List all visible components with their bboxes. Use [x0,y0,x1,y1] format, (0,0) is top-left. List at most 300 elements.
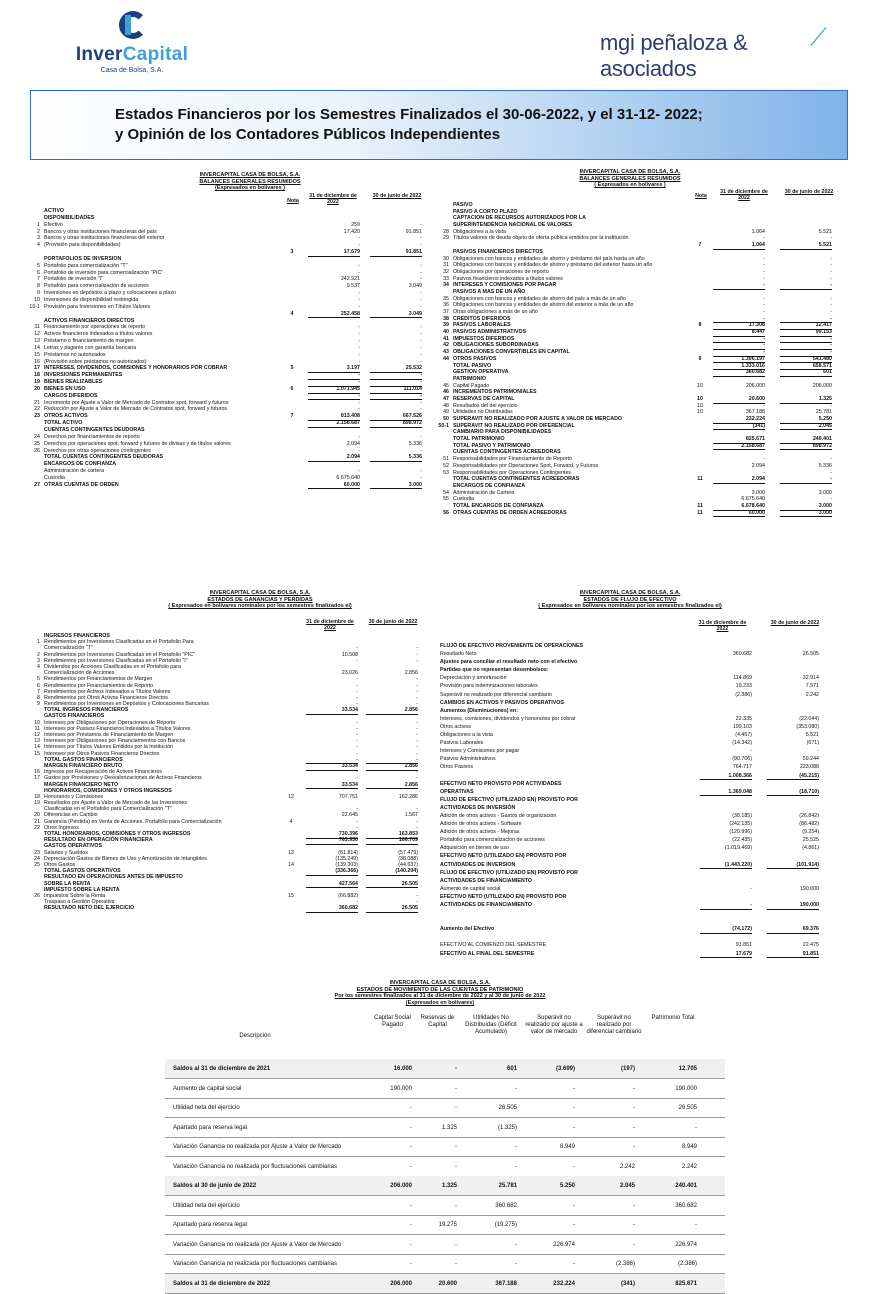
row-number: 38 [443,315,449,322]
row-number: 37 [443,309,449,315]
row-value-dec: - [356,725,358,732]
col-jun: 30 de junio de 2022 [770,620,820,626]
row-note: 6 [290,385,294,392]
row-note: 15 [288,892,294,899]
row-value-jun: - [420,296,422,303]
row-number: 17 [34,775,40,782]
row-label: ACTIVIDADES DE FINANCIAMIENTO [440,877,533,884]
row-value: 8.949 [681,1144,697,1150]
row-value-dec: (61.814) [338,849,358,856]
row-label: Adición de otros activos - Gastos de organización [440,812,557,819]
row-label: Derechos por otras operaciones contingentes [44,447,151,454]
statement-row [422,951,832,959]
row-description: Saldos al 31 de diciembre de 2021 [173,1066,271,1072]
row-value: - [633,1202,635,1209]
row-label: Administración de Cartera [453,489,515,496]
row-label: Portafolio para comercialización de acciones [440,837,545,844]
statement-row [435,209,840,216]
row-number: 40 [443,329,449,336]
row-value-jun: - [416,719,418,726]
row-label: Resultados del del ejercicio [453,402,518,409]
row-value-dec: 114.869 [733,675,752,682]
row-number: 34 [443,282,449,289]
row-label: Aumento del Efectivo [440,926,495,933]
statement-row [422,740,832,748]
row-value: 240.401 [675,1183,697,1189]
row-number: 36 [443,302,449,309]
row-label: INCREMENTOS PATRIMONIALES [453,389,537,396]
row-number: 4 [37,663,40,670]
row-value-dec: 60.000 [713,510,765,518]
banner-line-1: Estados Financieros por los Semestres Finalizados el 30-06-2022, y el 31-12- 2022; [115,106,703,123]
row-label: PASIVOS FINANCIEROS DIRECTOS [453,248,543,255]
row-value-jun: - [830,302,832,309]
row-number: 5 [37,676,40,683]
row-label: PASIVOS A MAS DE UN AÑO [453,288,526,295]
row-value: - [455,1085,457,1092]
row-value-dec: (1.019.469) [724,845,752,852]
title-line: ( Expresados en bolívares ) [594,182,666,189]
row-label: Administración de cartera [44,468,105,475]
row-value-dec: 427.564 [306,881,358,889]
row-note: 12 [288,793,294,800]
row-value-dec: 825.671 [713,436,765,444]
statement-row [422,902,832,910]
row-value-dec: (135.249) [335,855,358,862]
statement-row [435,476,840,483]
row-value: 2.242 [681,1163,697,1170]
row-value-dec: - [356,694,358,701]
row-label: CUENTAS CONTINGENTES DEUDORAS [44,427,145,433]
row-value-jun: - [420,474,422,481]
row-value-dec: - [763,469,765,476]
row-label: RESERVAS DE CAPITAL [453,395,515,402]
row-value-jun: - [416,818,418,825]
statement-row [422,918,832,926]
row-label: Ingresos por Recuperación de Activos Financieros [44,769,163,776]
row-label: Comercialización "T" [44,645,93,652]
statement-row [435,296,840,303]
statement-row [435,256,840,263]
row-value: - [410,1222,412,1228]
row-value: - [633,1144,635,1150]
row-number: 48 [443,402,449,409]
row-value-jun: (86.482) [799,821,819,828]
statement-row [422,659,832,667]
row-number: 15 [34,750,40,757]
row-value-dec: - [358,406,360,413]
statement-row [435,416,840,423]
row-value-dec: 6.675.640 [336,474,360,481]
statement-row [435,389,840,396]
row-value-dec: - [356,806,358,813]
row-note: 5 [290,365,294,372]
row-value-jun: 190.000 [767,902,819,910]
row-value-dec: 2.094 [346,440,360,447]
statement-row [26,420,426,427]
row-label: Préstamos no autorizados [44,351,106,358]
row-value-dec: 10.508 [341,651,358,658]
title-line: INVERCAPITAL CASA DE BOLSA, S.A. [579,169,681,175]
row-value: 2.242 [619,1163,635,1170]
statement-row [435,322,840,329]
row-value-dec: 9.537 [346,283,360,290]
row-label: Gastos por Provisiones y Desvalorizaciones de Activos Financieros [44,775,202,782]
row-value-jun: (671) [806,740,819,747]
row-label: ENCARGOS DE CONFIANZA [453,482,526,489]
invercapital-logo [62,10,202,78]
row-label: PATRIMONIO [453,375,487,382]
statement-row [435,242,840,249]
row-description: Apartado para reserva legal [173,1124,248,1131]
row-value-jun: 26.505 [366,881,418,889]
row-value-jun: - [830,255,832,262]
row-label: Rendimientos por Inversiones en Depósitos y Colocaciones Bancarias [44,701,209,708]
row-label: PASIVOS ADMINISTRATIVOS [453,329,527,336]
row-note: 14 [288,861,294,868]
row-value: 190.000 [675,1085,697,1092]
row-value: 360.682 [675,1202,697,1209]
row-label: Intereses por Otros Pasivos Financieros Directos [44,750,160,757]
row-value-jun: 111.014 [370,386,422,394]
row-value-dec: 199.103 [732,723,752,730]
row-number: 35 [443,295,449,302]
statement-row [26,345,426,352]
row-number: 46 [443,389,449,396]
row-value-jun: 91.851 [405,228,422,235]
row-label: Intereses y Comisiones por pagar [440,748,520,755]
title-line: ( Expresados en bolívares nominales por los semestres finalizados el) [168,603,352,610]
statement-row [435,369,840,376]
statement-row [26,290,426,297]
row-value-jun: 12.417 [780,322,832,330]
row-value-dec: - [358,324,360,331]
row-value-dec: - [713,342,765,350]
row-number: 53 [443,469,449,476]
statement-row [435,222,840,229]
row-number: 18 [34,372,40,379]
row-value-dec: 22.645 [341,812,358,819]
row-label: Intereses por Títulos Valores Emitidos por la Institución [44,744,174,751]
row-value-jun: - [420,344,422,351]
row-value-jun: (45.215) [767,773,819,781]
row-value-dec: - [358,344,360,351]
row-description: Variación Ganancia no realizada por Ajuste a Valor de Mercado [173,1144,342,1150]
statement-row [422,805,832,813]
column-header: Patrimonio Total [651,1015,695,1021]
row-value-dec: 23.026 [341,670,358,677]
row-label: ENCARGOS DE CONFIANZA [44,461,117,468]
statement-row [435,262,840,269]
row-label: ACTIVOS FINANCIEROS DIRECTOS [44,317,135,324]
row-value: 226.974 [675,1241,697,1248]
row-value-dec: 252.458 [308,311,360,319]
statement-row [435,423,840,430]
row-label: EFECTIVO NETO (UTILIZADO EN) PROVISTO POR [440,853,567,860]
row-value-dec: - [358,351,360,358]
row-label: GASTOS FINANCIEROS [44,713,105,720]
row-label: INTERESES, DIVIDENDOS, COMISIONES Y HONORARIOS POR COBRAR [44,365,228,372]
row-value-jun: 601 [780,369,832,377]
row-value: 226.974 [553,1241,575,1248]
row-value-dec: 764.717 [732,764,752,771]
row-label: Obligaciones por operaciones de reporto [453,268,549,275]
row-value: 2.045 [619,1183,635,1189]
row-number: 16 [34,769,40,776]
col-dec: 31 de diciembre de 2022 [309,193,357,205]
title-line: ESTADOS DE FLUJO DE EFECTIVO [583,596,677,603]
row-value-jun: 22.475 [802,942,819,949]
row-value-dec: 1.008.366 [700,773,752,781]
row-value: 190.000 [390,1085,412,1092]
equity-row [165,1215,725,1235]
row-value-dec: 22.335 [735,715,752,722]
statement-row [26,461,426,468]
column-header: Descripción [239,1033,271,1039]
row-number: 13 [34,338,40,345]
row-value: 367.188 [495,1280,517,1287]
row-label: Pasivos financieros indexados a títulos valores [453,275,563,282]
row-number: 26 [34,892,40,899]
row-label: EFECTIVO AL FINAL DEL SEMESTRE [440,950,535,957]
row-value-dec: - [358,303,360,310]
row-value: - [573,1163,575,1170]
row-value-jun: 163.853 [366,831,418,839]
row-label: TOTAL PASIVO [453,362,492,369]
statement-row [26,441,426,448]
row-value: 20.600 [438,1280,457,1287]
row-label: Efectivo [44,221,63,228]
row-value-jun: 162.286 [398,793,418,800]
row-note: 10 [697,395,703,402]
row-label: RESULTADO NETO DEL EJERCICIO [44,905,135,912]
statement-row [422,716,832,724]
row-value-jun: - [416,899,418,906]
row-note: 11 [697,502,703,509]
statement-row [422,773,832,781]
row-value-dec: 17.420 [343,228,360,235]
row-number: 6 [37,269,40,276]
row-number: 3 [37,657,40,664]
row-value-dec: - [308,393,360,401]
row-value-jun: - [817,748,819,755]
statement-row [26,331,426,338]
row-value-jun: (38.088) [398,855,418,862]
logo-name-b: Capital [122,44,189,65]
row-value-jun: - [420,235,422,242]
row-value-jun: 3.000 [780,503,832,511]
row-value: (341) [620,1280,635,1287]
row-label: Inversiones de disponibilidad restringida [44,296,139,303]
row-value-jun: - [830,402,832,409]
row-number: 50-1 [438,422,449,429]
row-label: OTRAS CUENTAS DE ORDEN [44,481,119,488]
row-value: (3.699) [555,1066,575,1072]
column-header: Superávit no realizado por diferencial cambiario [586,1015,642,1035]
row-value: 25.781 [498,1183,517,1189]
row-value-dec: 1.064 [713,242,765,250]
row-value: (2.386) [677,1261,697,1267]
row-value-dec: - [763,235,765,242]
row-number: 24 [34,855,40,862]
row-value-dec: - [713,349,765,357]
statement-row [422,837,832,845]
row-label: SUPERAVIT NO REALIZADO POR AJUSTE A VALOR DE MERCADO [453,416,623,422]
row-value-jun: - [780,316,832,324]
row-value-jun: 59.244 [802,756,819,763]
row-label: PASIVO A CORTO PLAZO [453,208,518,215]
row-value-jun: - [420,269,422,276]
row-value: - [515,1261,517,1267]
row-label: OBLIGACIONES CONVERTIBLES EN CAPITAL [453,349,570,356]
row-value-jun: - [830,262,832,269]
statement-row [26,256,426,263]
row-label: TOTAL GASTOS FINANCIEROS [44,756,123,763]
row-number: 50 [443,416,449,422]
statement-row [435,396,840,403]
row-value-jun: 5.521 [780,242,832,250]
row-value-dec: (74.172) [700,926,752,934]
row-label: Portafolio de inversión "I" [44,276,104,283]
col-jun: 30 de junio de 2022 [784,189,834,195]
row-value-dec: 2.158.687 [713,443,765,451]
row-value-dec: - [358,358,360,365]
row-number: 23 [34,413,40,420]
row-value-dec: - [356,688,358,695]
statement-row [435,470,840,477]
row-description: Aumento de capital social [173,1085,242,1092]
statement-row [435,490,840,497]
row-value: - [573,1105,575,1111]
row-value-jun: 2.045 [780,423,832,431]
row-value: - [633,1124,635,1131]
row-value-dec: 33.534 [306,782,358,790]
row-value-jun: - [416,694,418,701]
row-value: - [695,1124,697,1131]
row-number: 32 [443,268,449,275]
row-note: 10 [697,402,703,409]
row-label: Depreciación Gastos de Bienes de Uso y Amortización de Intangibles [44,855,207,862]
row-value-jun: 5.521 [805,732,819,739]
balance-pasivo-table [435,202,840,516]
statement-row [26,359,426,366]
patrimonio-title [250,980,630,1006]
row-value-dec: (66.882) [338,892,358,899]
row-value-dec: 17.679 [308,249,360,257]
row-label: Intereses por Obligaciones por Financiamientos con Bancos [44,738,186,745]
row-value-jun: (57.479) [398,849,418,856]
statement-row [422,894,832,902]
row-value-jun: - [830,496,832,503]
row-label: Obligaciones con bancos y entidades de ahorro y préstamo del exterior hasta un año [453,262,653,269]
row-number: 41 [443,335,449,342]
row-value-dec: - [763,295,765,302]
row-number: 28 [443,228,449,235]
statement-row [435,342,840,349]
row-label: Obligaciones con bancos y entidades de ahorro y préstamo del país hasta un año [453,255,645,262]
row-label: Intereses por Obligaciones por Operaciones de Reporto [44,719,176,726]
row-value-jun: - [370,379,422,387]
row-value-dec: 3.197 [308,365,360,373]
row-label: Derechos por operaciones spot, forward y futuros de divisas y de títulos valores [44,440,231,447]
statement-row [422,643,832,651]
row-value: 26.505 [678,1105,697,1111]
row-value-dec: - [356,682,358,689]
statement-row [435,436,840,443]
row-value: 1.325 [441,1183,457,1189]
row-label: Incremento por Ajuste a Valor de Mercado de Contratos spot, forward y futuros [44,399,229,406]
row-label: DISPONIBILIDADES [44,214,95,221]
row-label: SOBRE LA RENTA [44,880,91,887]
ganancias-table [26,633,426,911]
row-value: 825.671 [675,1280,697,1287]
row-value-jun: - [416,682,418,689]
equity-row [165,1176,725,1196]
row-label: Portafolio para comercialización de acciones [44,283,149,290]
row-value-dec: - [763,456,765,463]
row-label: Bancos y otras instituciones financieras del exterior [44,235,165,242]
row-number: 7 [37,688,40,695]
row-value-jun: 3.049 [408,283,422,290]
title-line: BALANCES GENERALES RESUMIDOS [579,175,681,182]
equity-row [165,1118,725,1138]
row-value-dec: - [763,302,765,309]
row-value-jun: - [420,242,422,249]
row-label: Responsabilidades por Operaciones Contingentes [453,469,572,476]
row-label: Custodia [453,496,474,503]
row-label: PORTAFOLIOS DE INVERSION [44,255,122,262]
statement-row [422,886,832,894]
row-number: 19 [34,800,40,807]
row-value-jun: - [416,688,418,695]
row-value: - [573,1085,575,1092]
row-label: Otras obligaciones a más de un año [453,309,538,315]
row-label: SUPERINTENDENCIA NACIONAL DE VALORES [453,222,573,229]
row-value-dec: - [356,719,358,726]
equity-row [165,1157,725,1177]
row-value-dec: 17.679 [700,951,752,959]
row-label: Rendimientos por Otros Activos Financieros Directos [44,694,168,701]
row-value-dec: - [358,447,360,454]
row-label: Ganancia (Pérdida) en Venta de Acciones. Portafolio para Comercialización [44,818,222,825]
statement-row [26,454,426,461]
row-label: CAPTACION DE RECURSOS AUTORIZADOS POR LA [453,215,586,222]
row-value: - [633,1105,635,1111]
row-value-dec: - [713,336,765,344]
row-number: 29 [443,235,449,242]
row-value-dec: - [358,296,360,303]
statement-row [26,304,426,311]
row-label: MARGEN FINANCIERO NETO [44,781,119,788]
row-number: 21 [34,818,40,825]
ic-logo-icon [115,10,149,40]
statement-row [435,483,840,490]
row-value-jun: - [830,275,832,282]
row-value-jun: - [830,295,832,302]
row-value-dec: - [358,262,360,269]
row-value-jun: (4.861) [802,845,819,852]
row-number: 9 [37,701,40,708]
row-value-jun: - [416,701,418,708]
row-value-jun: 25.525 [802,837,819,844]
row-label: Diferencias en Cambio [44,812,98,819]
row-number: 1 [37,221,40,228]
row-value: 19.275 [438,1222,457,1228]
row-value-jun: 5.250 [780,416,832,424]
row-value-dec: 360.682 [732,651,752,658]
row-value-jun: - [420,331,422,338]
statement-row [26,365,426,372]
